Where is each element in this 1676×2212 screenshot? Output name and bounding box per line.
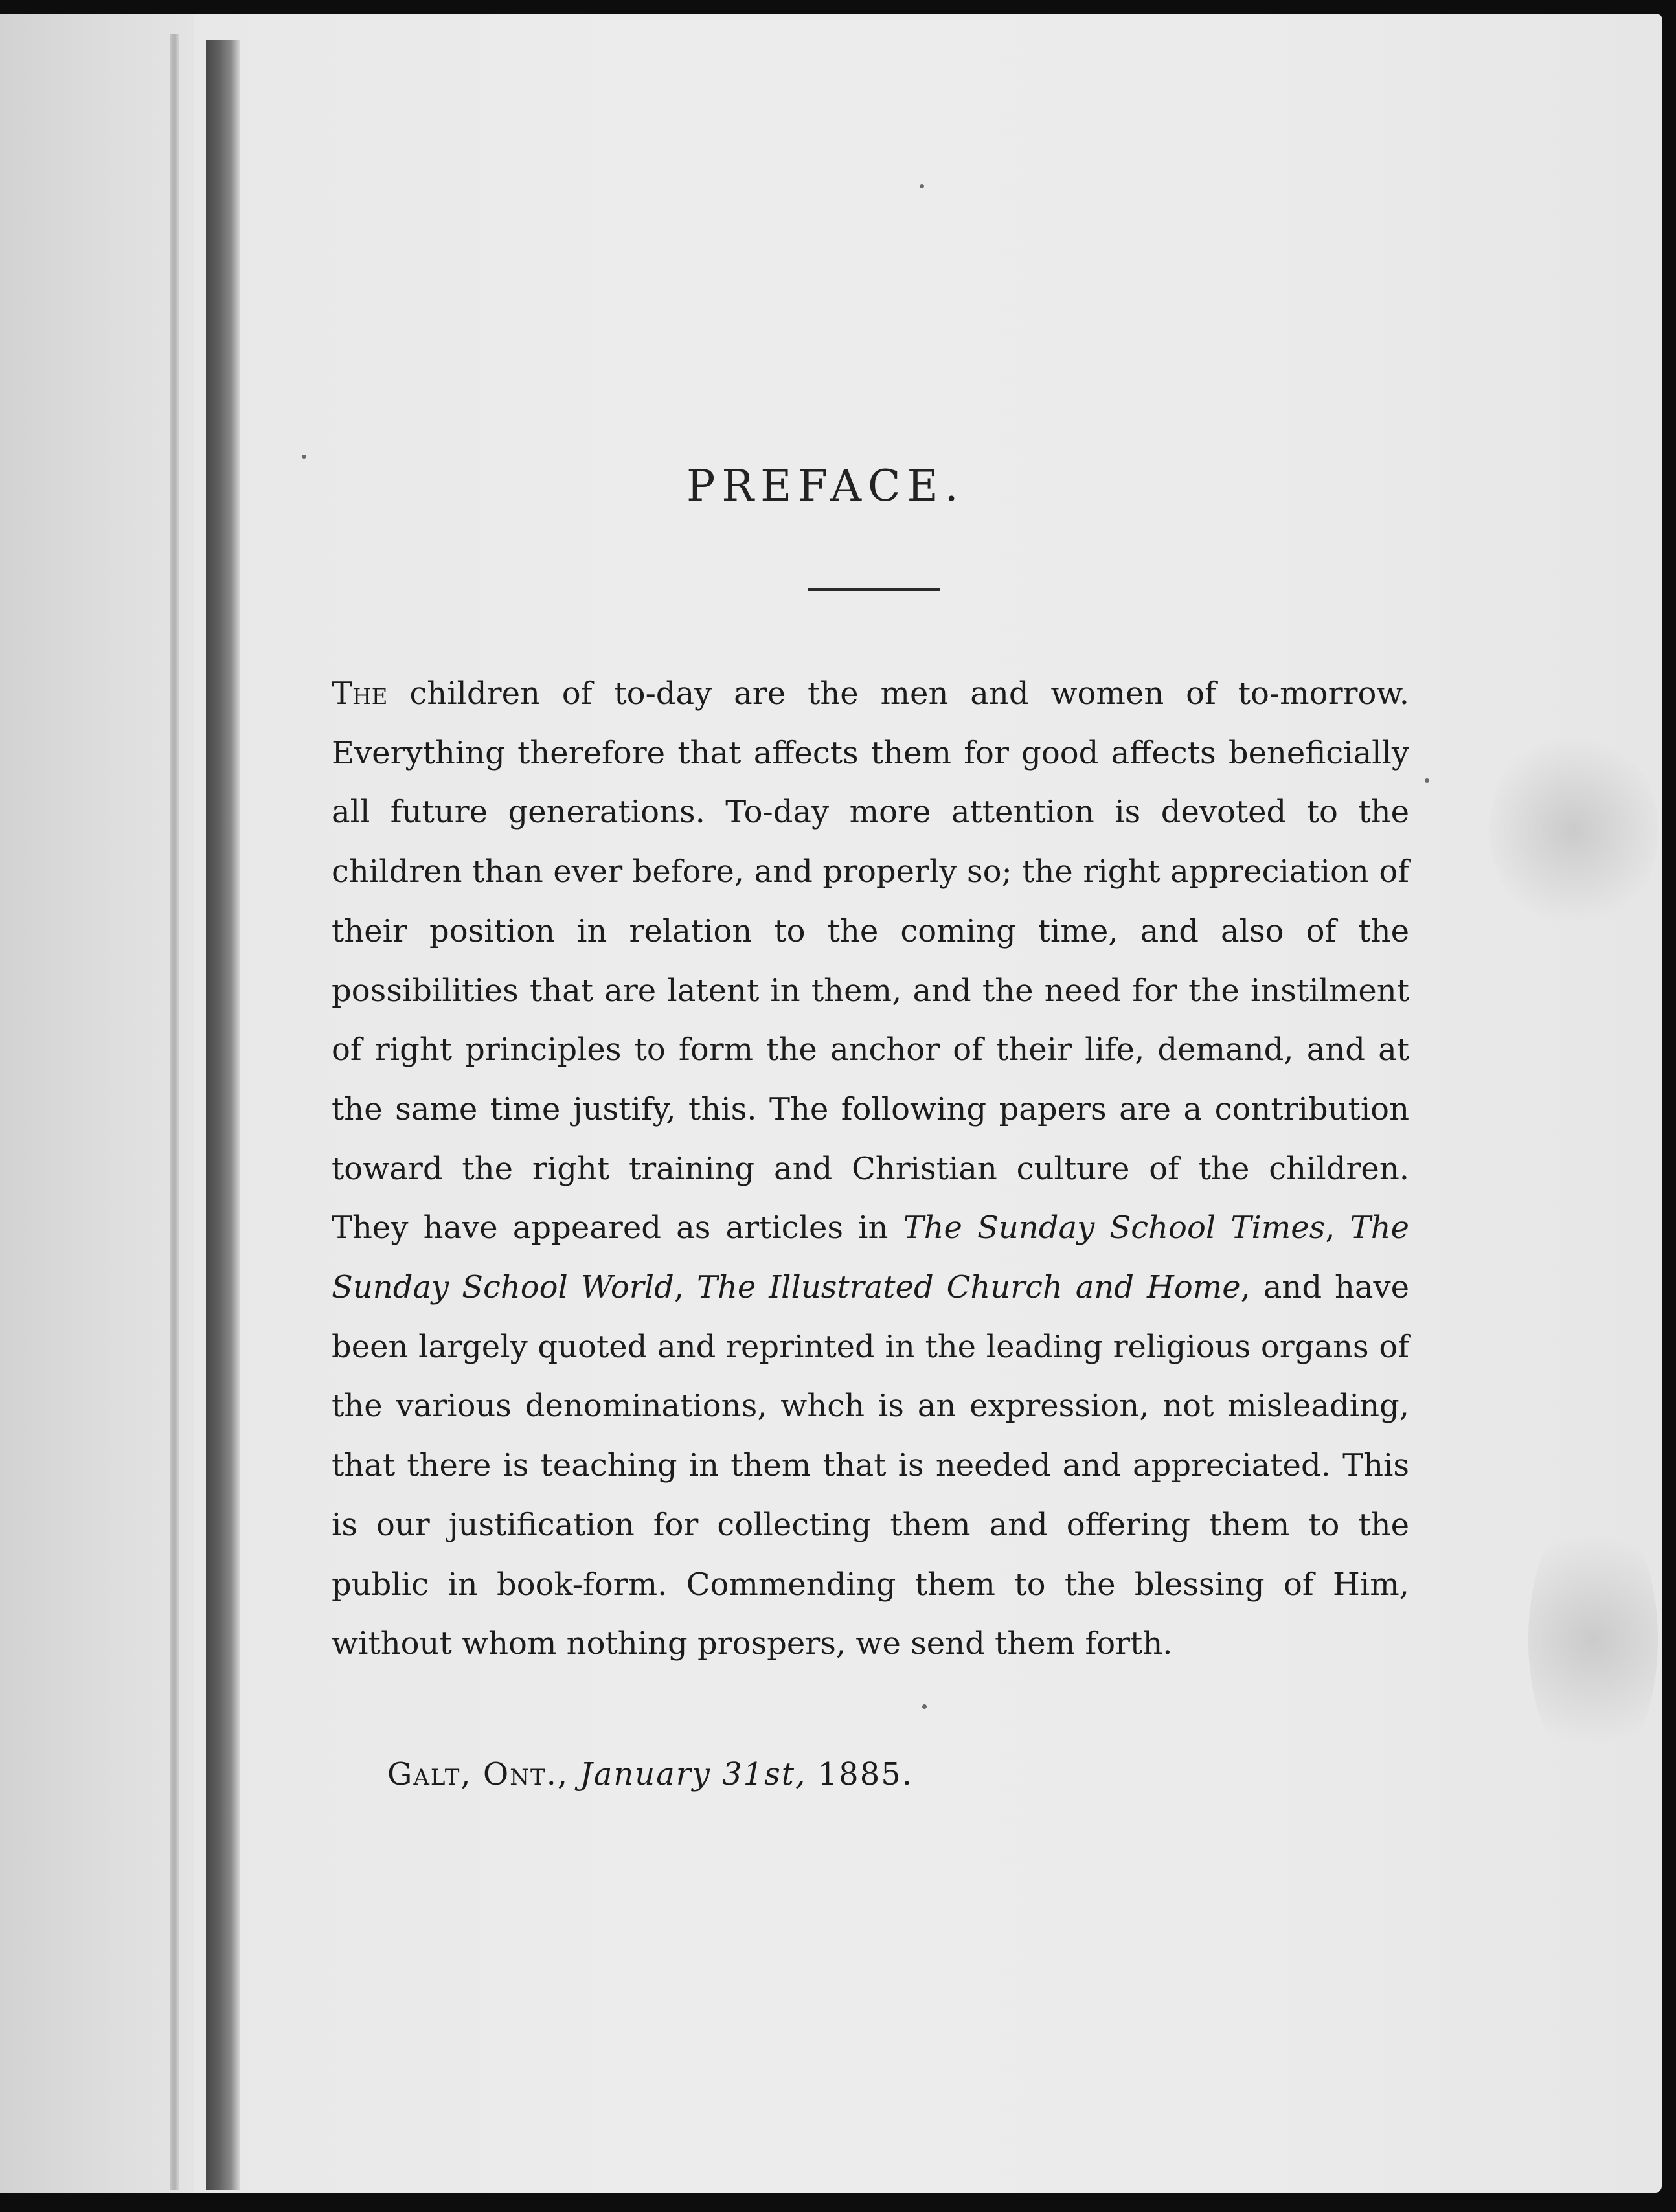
page-title: PREFACE. [686, 461, 965, 511]
paper-stain [1489, 727, 1658, 934]
publication-title-2: The Sunday School World [332, 1210, 1410, 1306]
book-page [0, 14, 1662, 2193]
paper-stain [1528, 1504, 1658, 1776]
paper-speck [922, 1704, 927, 1709]
signoff-place: Galt, Ont., [387, 1756, 569, 1792]
separator-2: , [674, 1269, 697, 1306]
signoff-date: January 31st, [580, 1756, 807, 1792]
gutter-shade [0, 14, 194, 2193]
scan-top-border [0, 0, 1676, 14]
paper-speck [920, 184, 924, 188]
title-rule [808, 588, 940, 591]
separator-1: , [1325, 1210, 1350, 1247]
book-spine-shadow [206, 40, 240, 2190]
lead-word: The [332, 675, 388, 712]
paper-speck [1425, 778, 1429, 783]
paper-speck [302, 455, 306, 459]
publication-title-3: The Illustrated Church and Home [696, 1269, 1241, 1306]
signoff-year: 1885. [817, 1756, 914, 1792]
preface-text-1: children of to-day are the men and women of to-morrow. Everything therefore that affects them for good affects beneficially all future generations. To-day more attention is devoted to the children than ever before, and properly so; the right appreciation of their position in relation to the coming time, and also of the possibilities that are latent in them, and the need for the instilment of right principles to form the anchor of their life, demand, and at the same time justify, this. The following papers are a contribution toward the right training and Christian culture of the children. They have appeared as articles in [332, 675, 1409, 1247]
preface-text-2: , and have been largely quoted and reprinted in the leading religious organs of the various denominations, whch is an expression, not misleading, that there is teaching in them that is needed and appreciated. This is our justification for collecting them and offering them to the public in book-form. Commending them to the blessing of Him, without whom nothing prospers, we send them forth. [332, 1269, 1410, 1662]
publication-title-1: The Sunday School Times [903, 1210, 1326, 1247]
scan-bottom-border [0, 2193, 1676, 2212]
signoff-line [387, 1756, 913, 1792]
preface-paragraph [332, 664, 1409, 1674]
spine-edge [170, 34, 179, 2190]
